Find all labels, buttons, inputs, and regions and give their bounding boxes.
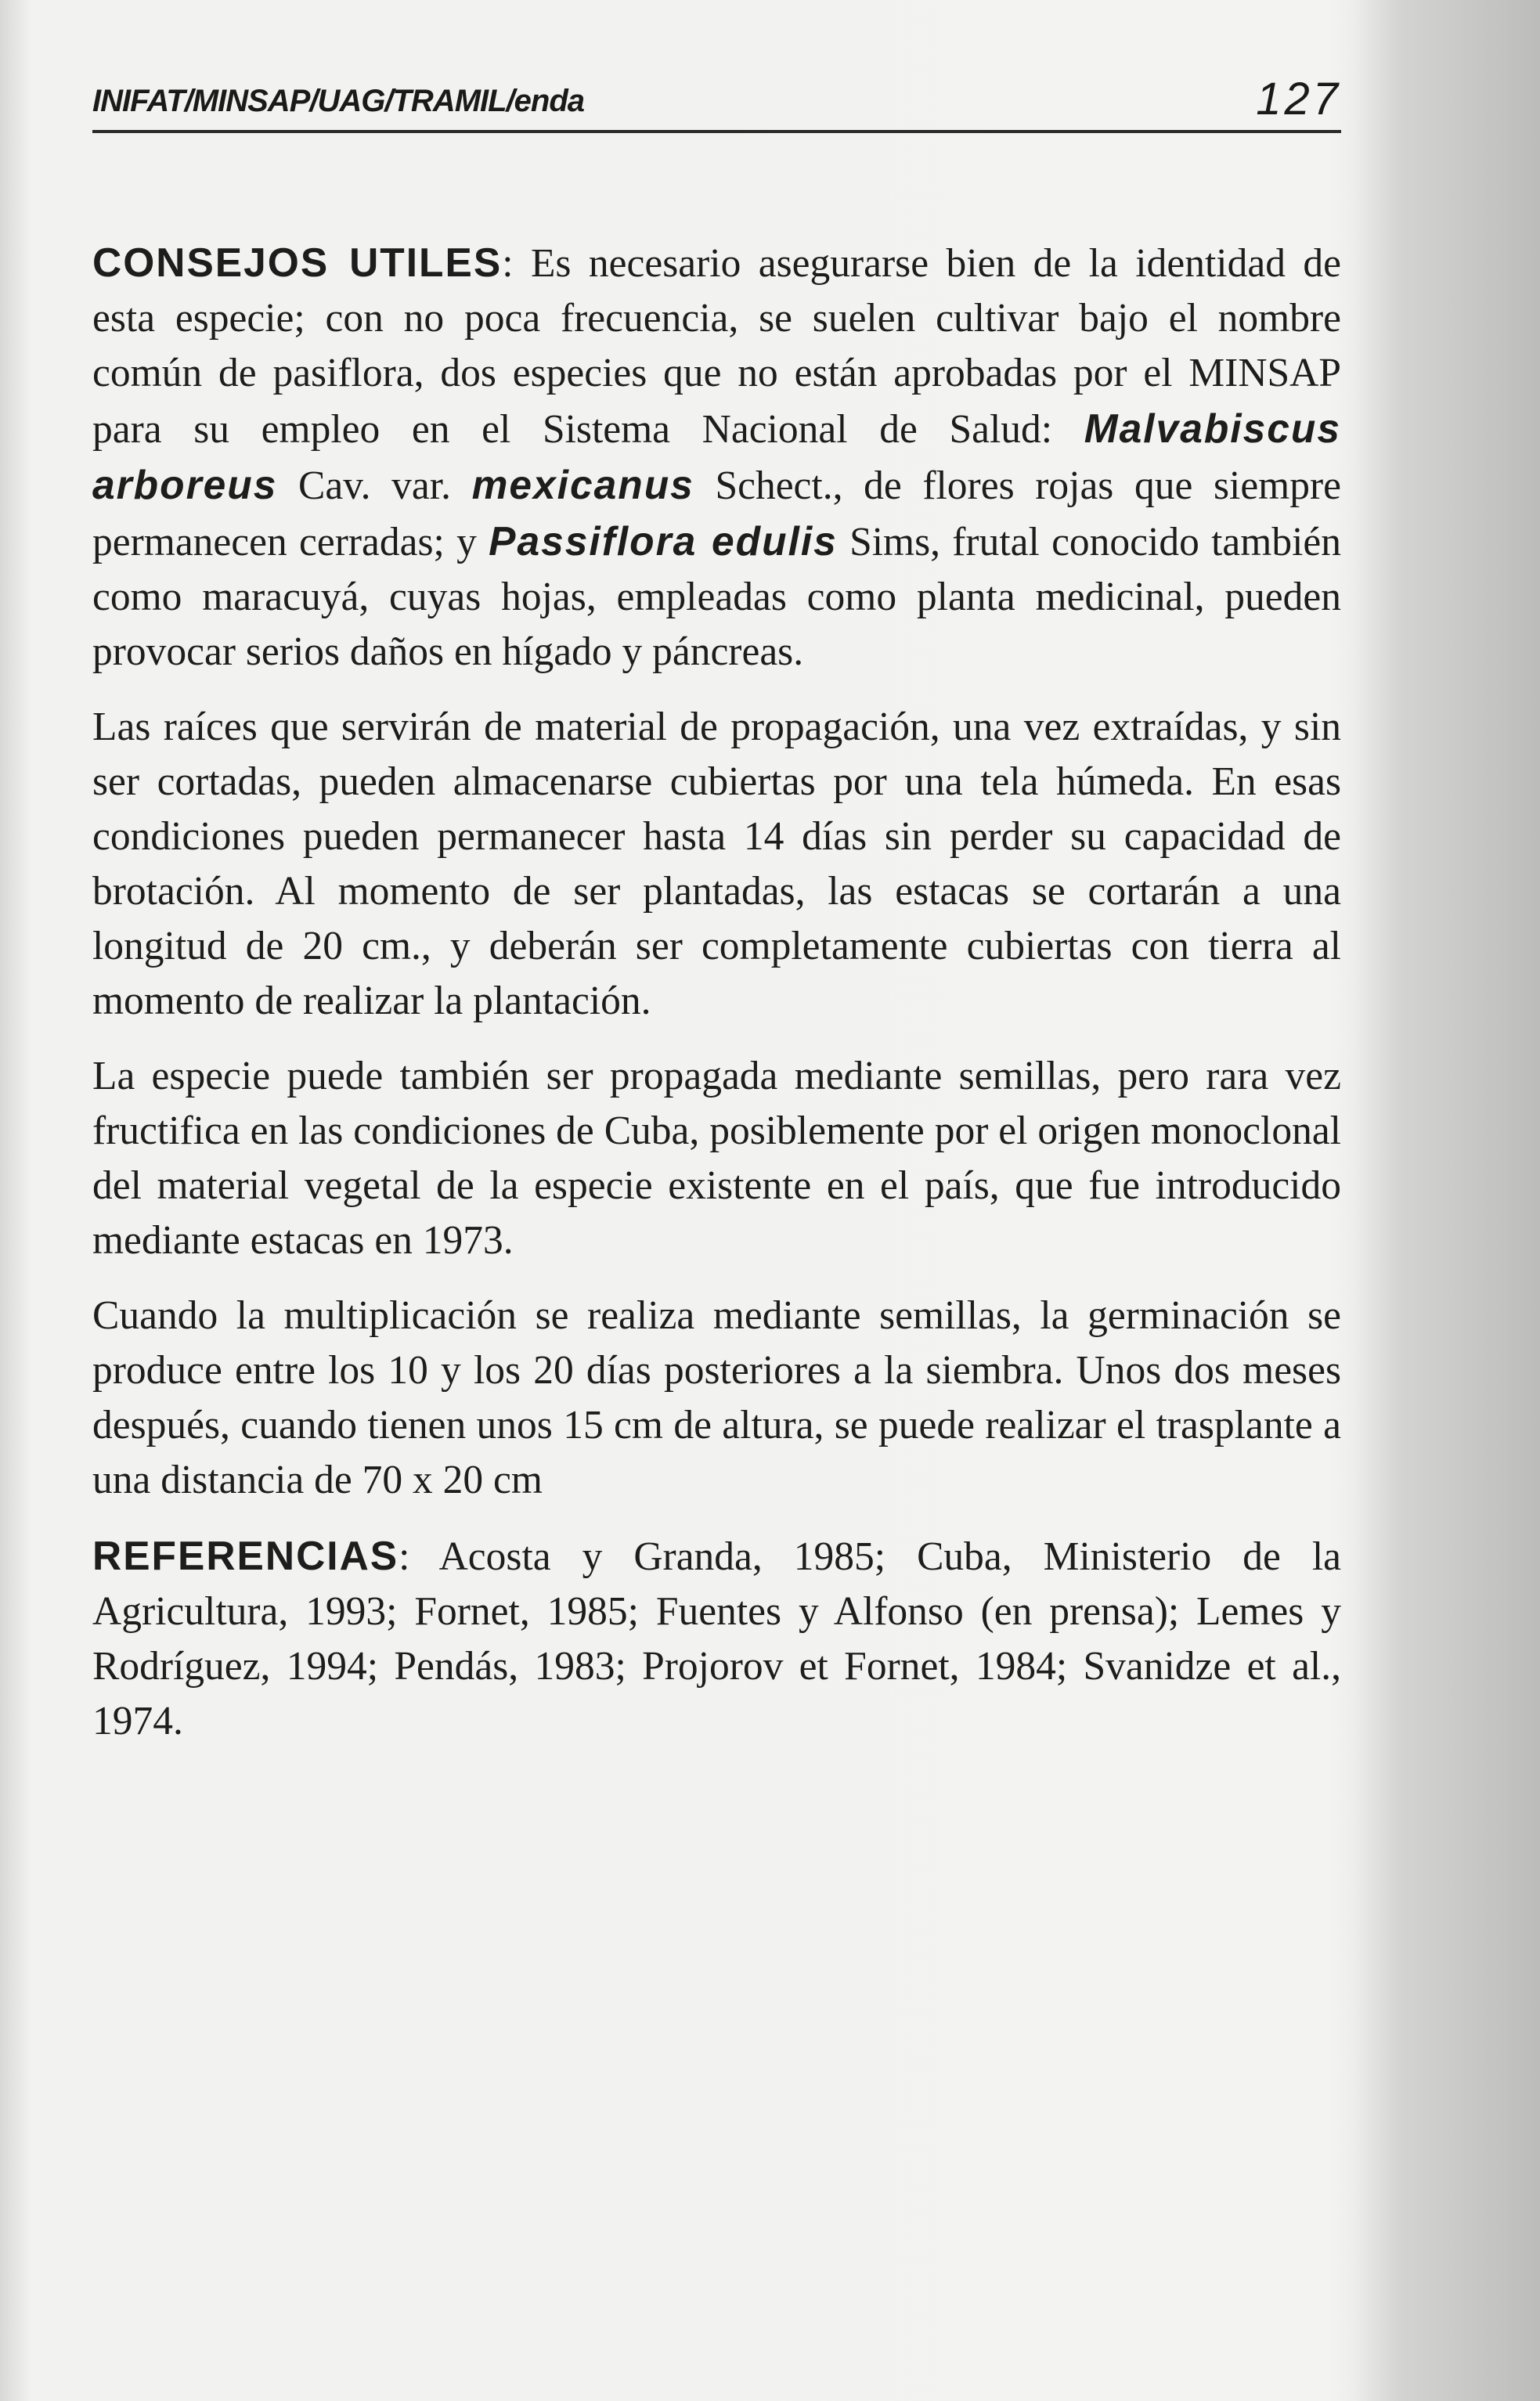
section-label-referencias: REFERENCIAS (92, 1533, 399, 1578)
paragraph-semillas: La especie puede también ser propagada mediante semillas, pero rara vez fructifica en las condiciones de Cuba, posiblemente por el origen monoclonal del material vegetal de la especie existente en el país, que fue introducido mediante estacas en 1973. (92, 1054, 1341, 1263)
scientific-name: Malvabiscus arboreus (92, 406, 1341, 507)
paragraph-text: : Es necesario asegurarse bien de la identidad de esta especie; con no poca frecuencia, se suelen cultivar bajo el nombre común de pasiflora, dos especies que no están aprobadas por el MINSAP para su empleo en el Sistema Nacional de Salud: (92, 241, 1341, 452)
paragraph-consejos-utiles (92, 235, 1341, 680)
page-edge-shadow (1354, 0, 1540, 2401)
scientific-name: Passiflora edulis (489, 518, 838, 564)
header-rule (92, 130, 1341, 133)
paragraph-raices: Las raíces que servirán de material de propagación, una vez extraídas, y sin ser cortadas, pueden almacenarse cubiertas por una tela húmeda. En esas condiciones pueden permanecer hasta 14 días sin perder su capacidad de brotación. Al momento de ser plantadas, las estacas se cortarán a una longitud de 20 cm., y deberán ser completamente cubiertas con tierra al momento de realizar la plantación. (92, 705, 1341, 1023)
paragraph-text: Sims, frutal conocido también como maracuyá, cuyas hojas, empleadas como planta medicinal, pueden provocar serios daños en hígado y páncreas. (92, 520, 1341, 674)
section-label-consejos: CONSEJOS UTILES (92, 240, 503, 285)
scientific-name: mexicanus (471, 462, 694, 507)
paragraph-text: Schect., de flores rojas que siempre permanecen cerradas; y (92, 463, 1341, 564)
body-text (92, 235, 1341, 1749)
page-number: 127 (1256, 74, 1341, 124)
page-header (92, 63, 1341, 128)
running-head: INIFAT/MINSAP/UAG/TRAMIL/enda (92, 84, 585, 118)
paragraph-referencias (92, 1528, 1341, 1749)
paragraph-text: : Acosta y Granda, 1985; Cuba, Ministerio de la Agricultura, 1993; Fornet, 1985; Fuentes y Alfonso (en prensa); Lemes y Rodríguez, 1994; Pendás, 1983; Projorov et Fornet, 1984; Svanidze et al., 1974. (92, 1534, 1341, 1743)
paragraph-text: Cav. var. (277, 463, 472, 508)
paragraph-multiplicacion: Cuando la multiplicación se realiza mediante semillas, la germinación se produce entre los 10 y los 20 días posteriores a la siembra. Unos dos meses después, cuando tienen unos 15 cm de altura, se puede realizar el trasplante a una distancia de 70 x 20 cm (92, 1293, 1341, 1502)
